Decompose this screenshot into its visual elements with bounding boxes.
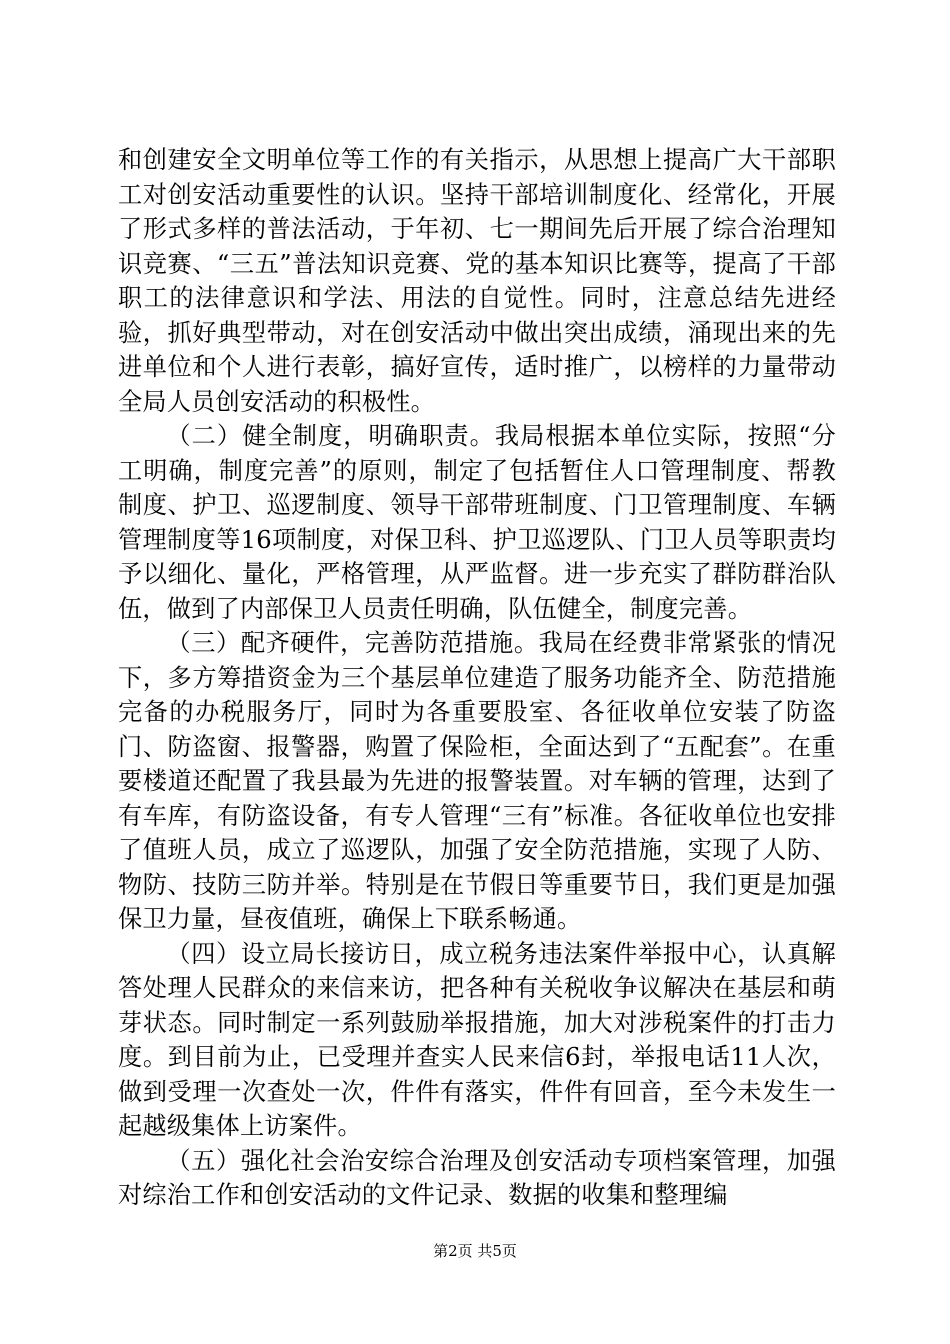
page-number-footer: 第2页 共5页 — [433, 1242, 517, 1260]
paragraph-section-3: （三）配齐硬件，完善防范措施。我局在经费非常紧张的情况下，多方筹措资金为三个基层单位建造了服务功能齐全、防范措施完备的办税服务厅，同时为各重要股室、各征收单位安装了防盗门、防盗窗、报警器，购置了保险柜，全面达到了“五配套”。在重要楼道还配置了我县最为先进的报警装置。对车辆的管理，达到了有车库，有防盗设备，有专人管理“三有”标准。各征收单位也安排了值班人员，成立了巡逻队，加强了安全防范措施，实现了人防、物防、技防三防并举。特别是在节假日等重要节日，我们更是加强保卫力量，昼夜值班，确保上下联系畅通。 — [118, 629, 836, 933]
paragraph-section-5: （五）强化社会治安综合治理及创安活动专项档案管理，加强对综治工作和创安活动的文件记录、数据的收集和整理编 — [118, 1146, 836, 1209]
document-body — [118, 143, 836, 1213]
paragraph-section-2: （二）健全制度，明确职责。我局根据本单位实际，按照“分工明确，制度完善”的原则，制定了包括暂住人口管理制度、帮教制度、护卫、巡逻制度、领导干部带班制度、门卫管理制度、车辆管理制度等16项制度，对保卫科、护卫巡逻队、门卫人员等职责均予以细化、量化，严格管理，从严监督。进一步充实了群防群治队伍，做到了内部保卫人员责任明确，队伍健全，制度完善。 — [118, 422, 836, 623]
paragraph-section-4: （四）设立局长接访日，成立税务违法案件举报中心，认真解答处理人民群众的来信来访，把各种有关税收争议解决在基层和萌芽状态。同时制定一系列鼓励举报措施，加大对涉税案件的打击力度。到目前为止，已受理并查实人民来信6封，举报电话11人次，做到受理一次查处一次，件件有落实，件件有回音，至今未发生一起越级集体上访案件。 — [118, 939, 836, 1140]
paragraph-continuation: 和创建安全文明单位等工作的有关指示，从思想上提高广大干部职工对创安活动重要性的认识。坚持干部培训制度化、经常化，开展了形式多样的普法活动，于年初、七一期间先后开展了综合治理知识竞赛、“三五”普法知识竞赛、党的基本知识比赛等，提高了干部职工的法律意识和学法、用法的自觉性。同时，注意总结先进经验，抓好典型带动，对在创安活动中做出突出成绩，涌现出来的先进单位和个人进行表彰，搞好宣传，适时推广，以榜样的力量带动全局人员创安活动的积极性。 — [118, 146, 836, 416]
